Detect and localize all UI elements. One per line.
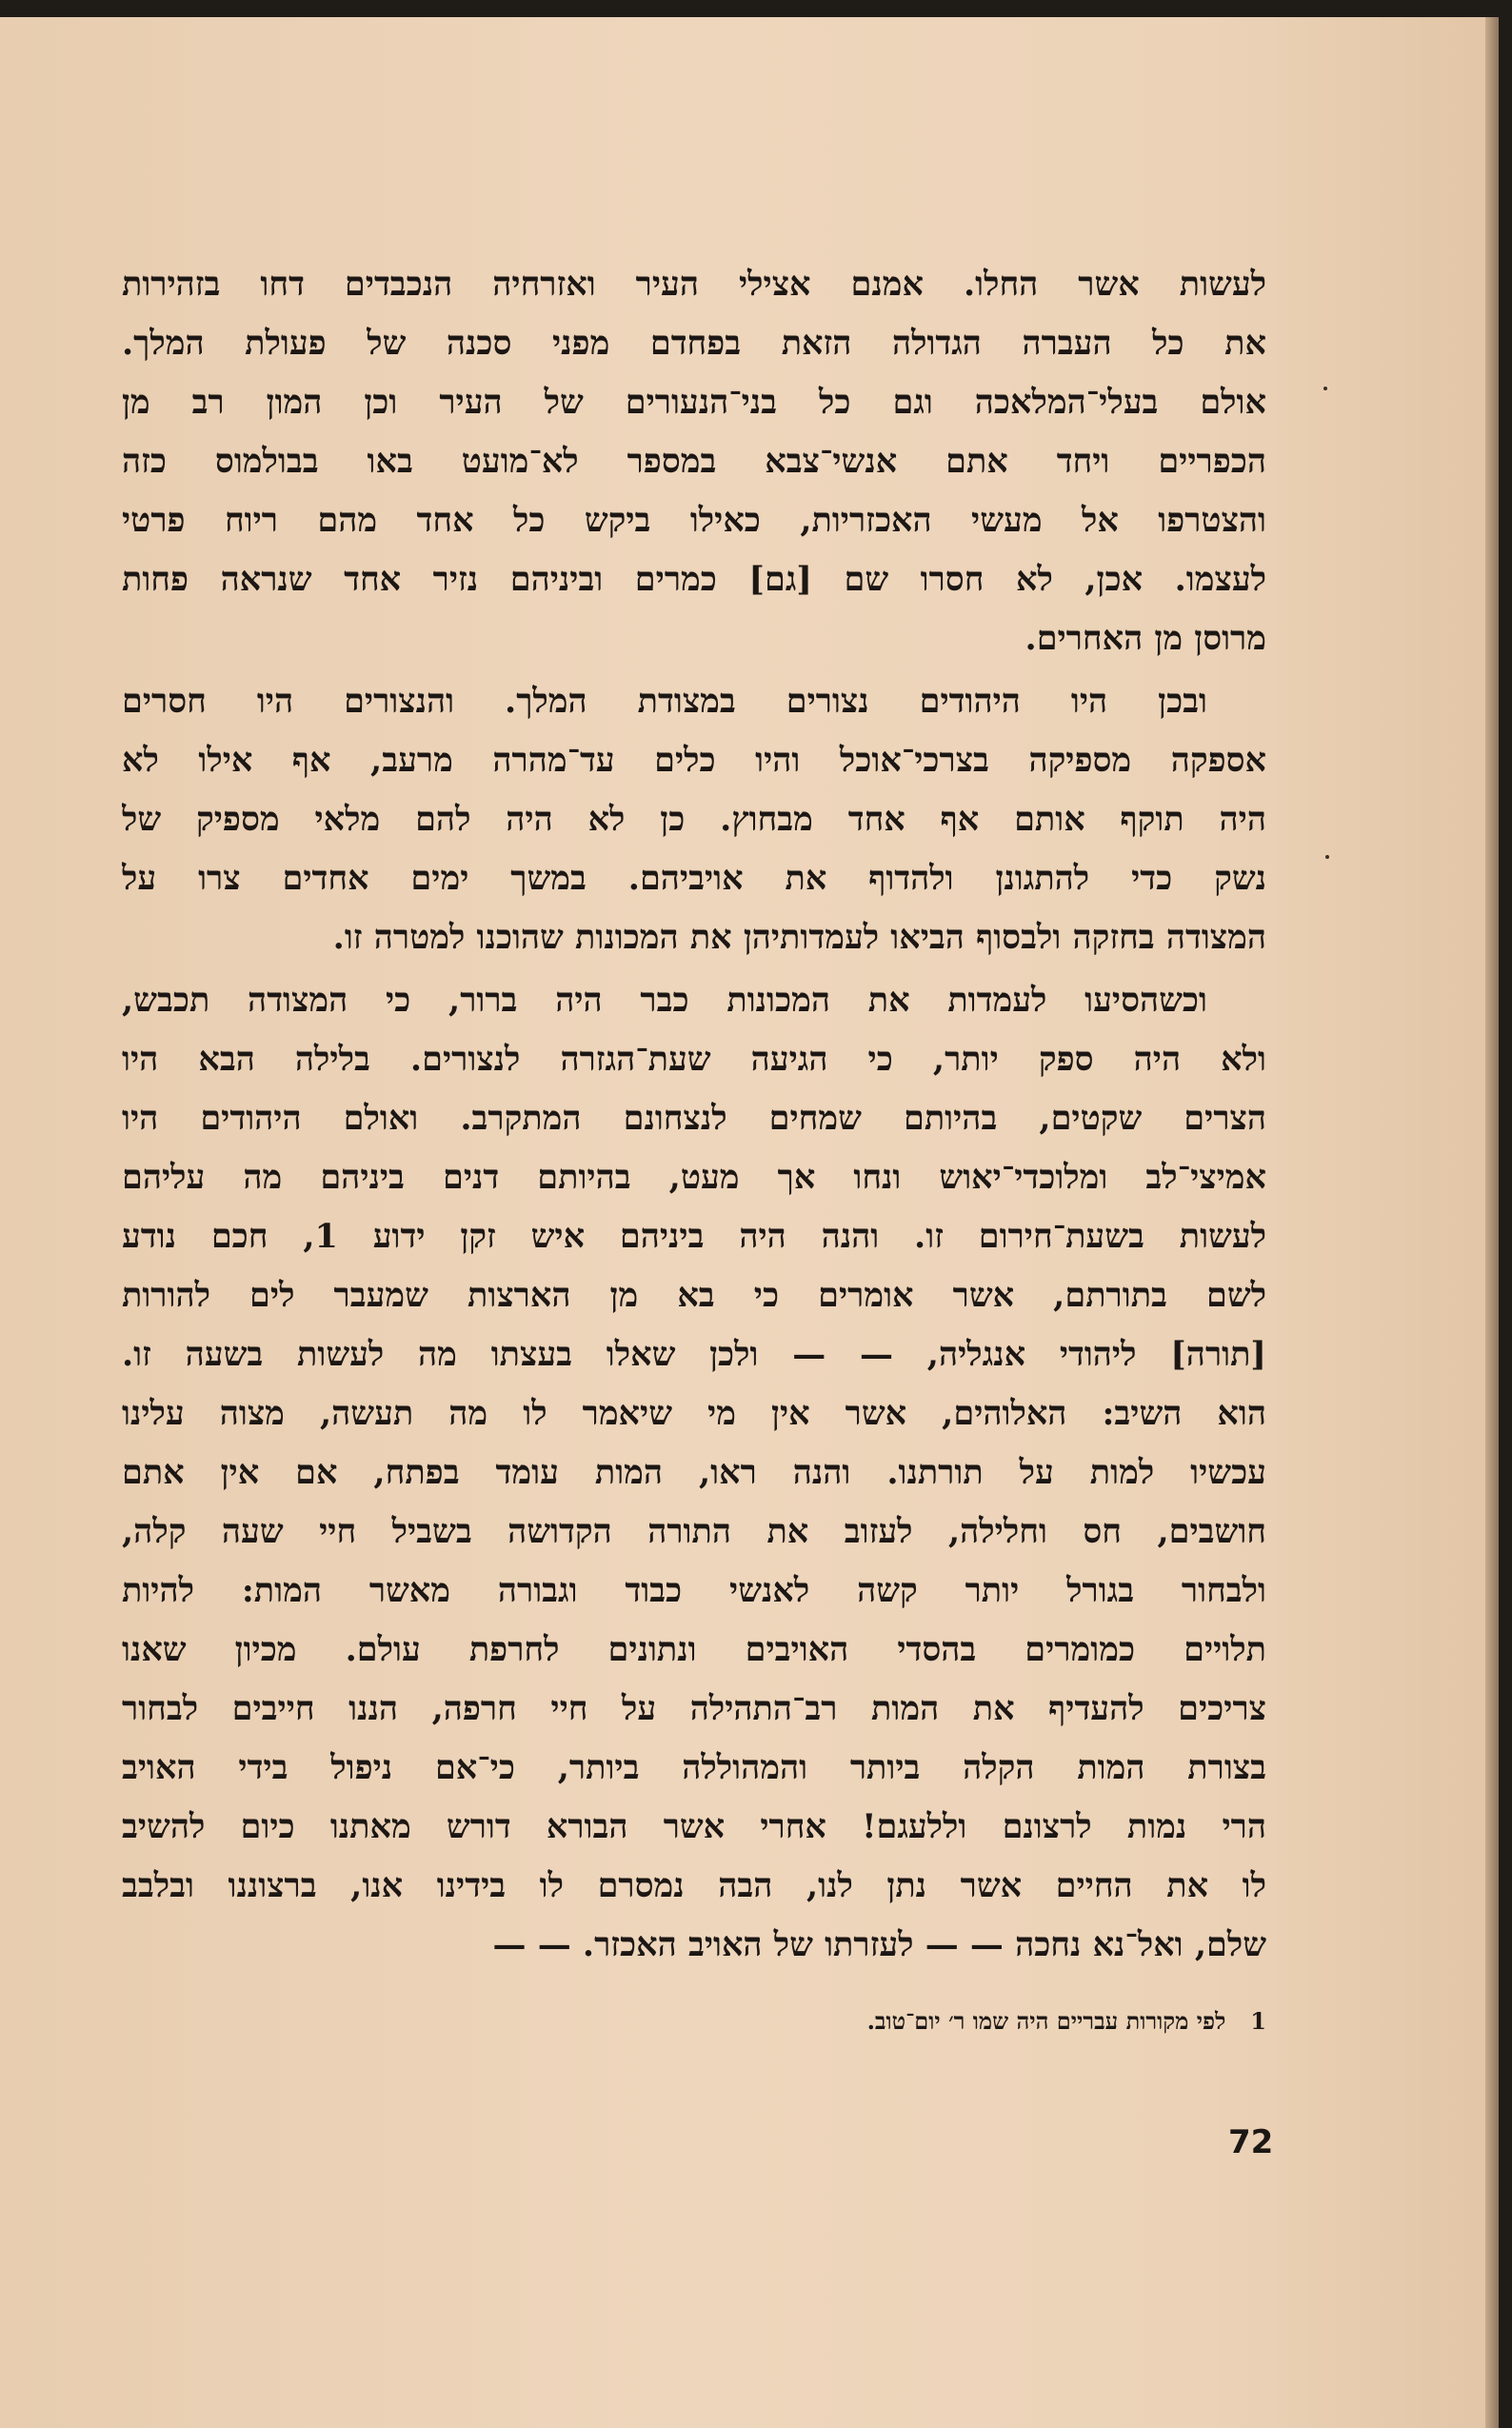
footnote — [122, 2007, 1266, 2036]
page-number: 72 — [1228, 2123, 1274, 2161]
text-line: אספקה מספיקה בצרכי־אוכל והיו כלים עד־מהרה מרעב, אף אילו לא — [122, 741, 1266, 780]
footnote-number: 1 — [1250, 2007, 1266, 2035]
text-line: הוא השיב: האלוהים, אשר אין מי שיאמר לו מה תעשה, מצוה עלינו — [122, 1394, 1266, 1433]
text-line: הצרים שקטים, בהיותם שמחים לנצחונם המתקרב. ואולם היהודים היו — [122, 1099, 1266, 1138]
book-page — [0, 17, 1499, 2428]
text-line: חושבים, חס וחלילה, לעזוב את התורה הקדושה בשביל חיי שעה קלה, — [122, 1512, 1266, 1551]
text-line: ובכן היו היהודים נצורים במצודת המלך. והנצורים היו חסרים — [122, 682, 1207, 721]
text-line: לשם בתורתם, אשר אומרים כי בא מן הארצות שמעבר לים להורות — [122, 1276, 1266, 1315]
paragraph — [122, 255, 1266, 668]
text-line: וכשהסיעו לעמדות את המכונות כבר היה ברור, כי המצודה תכבש, — [122, 981, 1207, 1020]
text-line: תלויים כמומרים בהסדי האויבים ונתונים לחרפת עולם. מכיון שאנו — [122, 1630, 1266, 1669]
text-line: ולא היה ספק יותר, כי הגיעה שעת־הגזרה לנצורים. בלילה הבא היו — [122, 1040, 1266, 1079]
paper-speck — [1323, 387, 1327, 390]
text-line: היה תוקף אותם אף אחד מבחוץ. כן לא היה להם מלאי מספיק של — [122, 800, 1266, 839]
text-line: שלם, ואל־נא נחכה — — לעזרתו של האויב האכזר. — — — [492, 1925, 1266, 1964]
text-line: ולבחור בגורל יותר קשה לאנשי כבוד וגבורה מאשר המות: להיות — [122, 1571, 1266, 1610]
text-line: בצורת המות הקלה ביותר והמהוללה ביותר, כי־אם ניפול בידי האויב — [122, 1748, 1266, 1787]
text-line: לעשות אשר החלו. אמנם אצילי העיר ואזרחיה הנכבדים דחו בזהירות — [122, 265, 1266, 304]
text-line: לעצמו. אכן, לא חסרו שם [גם] כמרים וביניהם נזיר אחד שנראה פחות — [122, 560, 1266, 599]
body-text — [122, 255, 1266, 1975]
text-line: [תורה] ליהודי אנגליה, — — ולכן שאלו בעצתו מה לעשות בשעה זו. — [122, 1335, 1266, 1374]
text-line: מרוסן מן האחרים. — [1025, 619, 1266, 658]
text-line: לו את החיים אשר נתן לנו, הבה נמסרם לו בידינו אנו, ברצוננו ובלבב — [122, 1866, 1266, 1905]
text-line: אמיצי־לב ומלוכדי־יאוש ונחו אך מעט, בהיותם דנים ביניהם מה עליהם — [122, 1158, 1266, 1197]
text-line: הכפריים ויחד אתם אנשי־צבא במספר לא־מועט באו בבולמוס כזה — [122, 442, 1266, 481]
paper-speck — [1325, 855, 1329, 859]
footnote-text: לפי מקורות עבריים היה שמו ר׳ יום־טוב. — [866, 2007, 1226, 2035]
text-line: עכשיו למות על תורתנו. והנה ראו, המות עומד בפתח, אם אין אתם — [122, 1453, 1266, 1492]
text-line: המצודה בחזקה ולבסוף הביאו לעמדותיהן את המכונות שהוכנו למטרה זו. — [332, 918, 1266, 957]
text-line: והצטרפו אל מעשי האכזריות, כאילו ביקש כל אחד מהם ריוח פרטי — [122, 501, 1266, 540]
text-line: הרי נמות לרצונם וללעגם! אחרי אשר הבורא דורש מאתנו כיום להשיב — [122, 1807, 1266, 1846]
text-line: אולם בעלי־המלאכה וגם כל בני־הנעורים של העיר וכן המון רב מן — [122, 383, 1266, 422]
paragraph — [122, 971, 1266, 1975]
book-spine-shadow — [1485, 17, 1499, 2428]
text-line: נשק כדי להתגונן ולהדוף את אויביהם. במשך ימים אחדים צרו על — [122, 859, 1266, 898]
text-line: לעשות בשעת־חירום זו. והנה היה ביניהם איש זקן ידוע 1, חכם נודע — [122, 1217, 1266, 1256]
text-line: את כל העברה הגדולה הזאת בפחדם מפני סכנה של פעולת המלך. — [122, 324, 1266, 363]
text-line: צריכים להעדיף את המות רב־התהילה על חיי חרפה, הננו חייבים לבחור — [122, 1689, 1266, 1728]
paragraph — [122, 672, 1266, 967]
